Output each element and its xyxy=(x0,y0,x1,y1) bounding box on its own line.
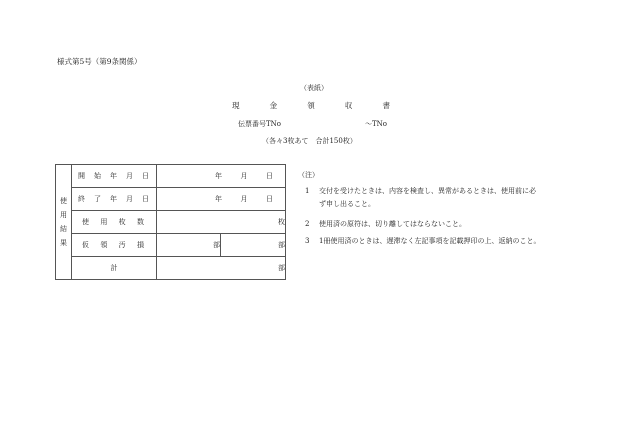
end-date-label: 終 了 年 月 日 xyxy=(72,188,157,211)
end-date-field[interactable]: 年 月 日 xyxy=(157,188,286,211)
sheets-used-label: 使 用 枚 数 xyxy=(72,211,157,234)
total-field[interactable]: 部 xyxy=(157,257,286,280)
title-char: 収 xyxy=(344,101,353,110)
title-char: 書 xyxy=(382,101,390,110)
start-date-field[interactable]: 年 月 日 xyxy=(157,165,286,188)
slip-number-label: 伝票番号TNo xyxy=(238,120,282,128)
spoiled-label: 仮 領 汚 損 xyxy=(72,234,157,257)
spoiled-field-b[interactable]: 部 xyxy=(221,234,286,257)
title-char: 領 xyxy=(307,101,315,110)
title-char: 金 xyxy=(269,101,278,110)
form-number: 様式第5号（第9条関係） xyxy=(57,57,142,66)
usage-result-table xyxy=(55,164,286,280)
slip-number-end: 〜TNo xyxy=(365,120,388,128)
cover-label: （表紙） xyxy=(300,84,328,92)
sheets-used-field[interactable]: 枚 xyxy=(157,211,286,234)
start-date-label: 開 始 年 月 日 xyxy=(72,165,157,188)
batch-note: （各々3枚あて 合計150枚） xyxy=(262,137,357,145)
spoiled-field-a[interactable]: 部 xyxy=(157,234,221,257)
document-title xyxy=(232,102,390,110)
total-label: 計 xyxy=(72,257,157,280)
title-char: 現 xyxy=(232,101,240,110)
usage-result-header: 使 用 結 果 xyxy=(56,165,72,280)
notes-title: （注） xyxy=(298,171,319,179)
